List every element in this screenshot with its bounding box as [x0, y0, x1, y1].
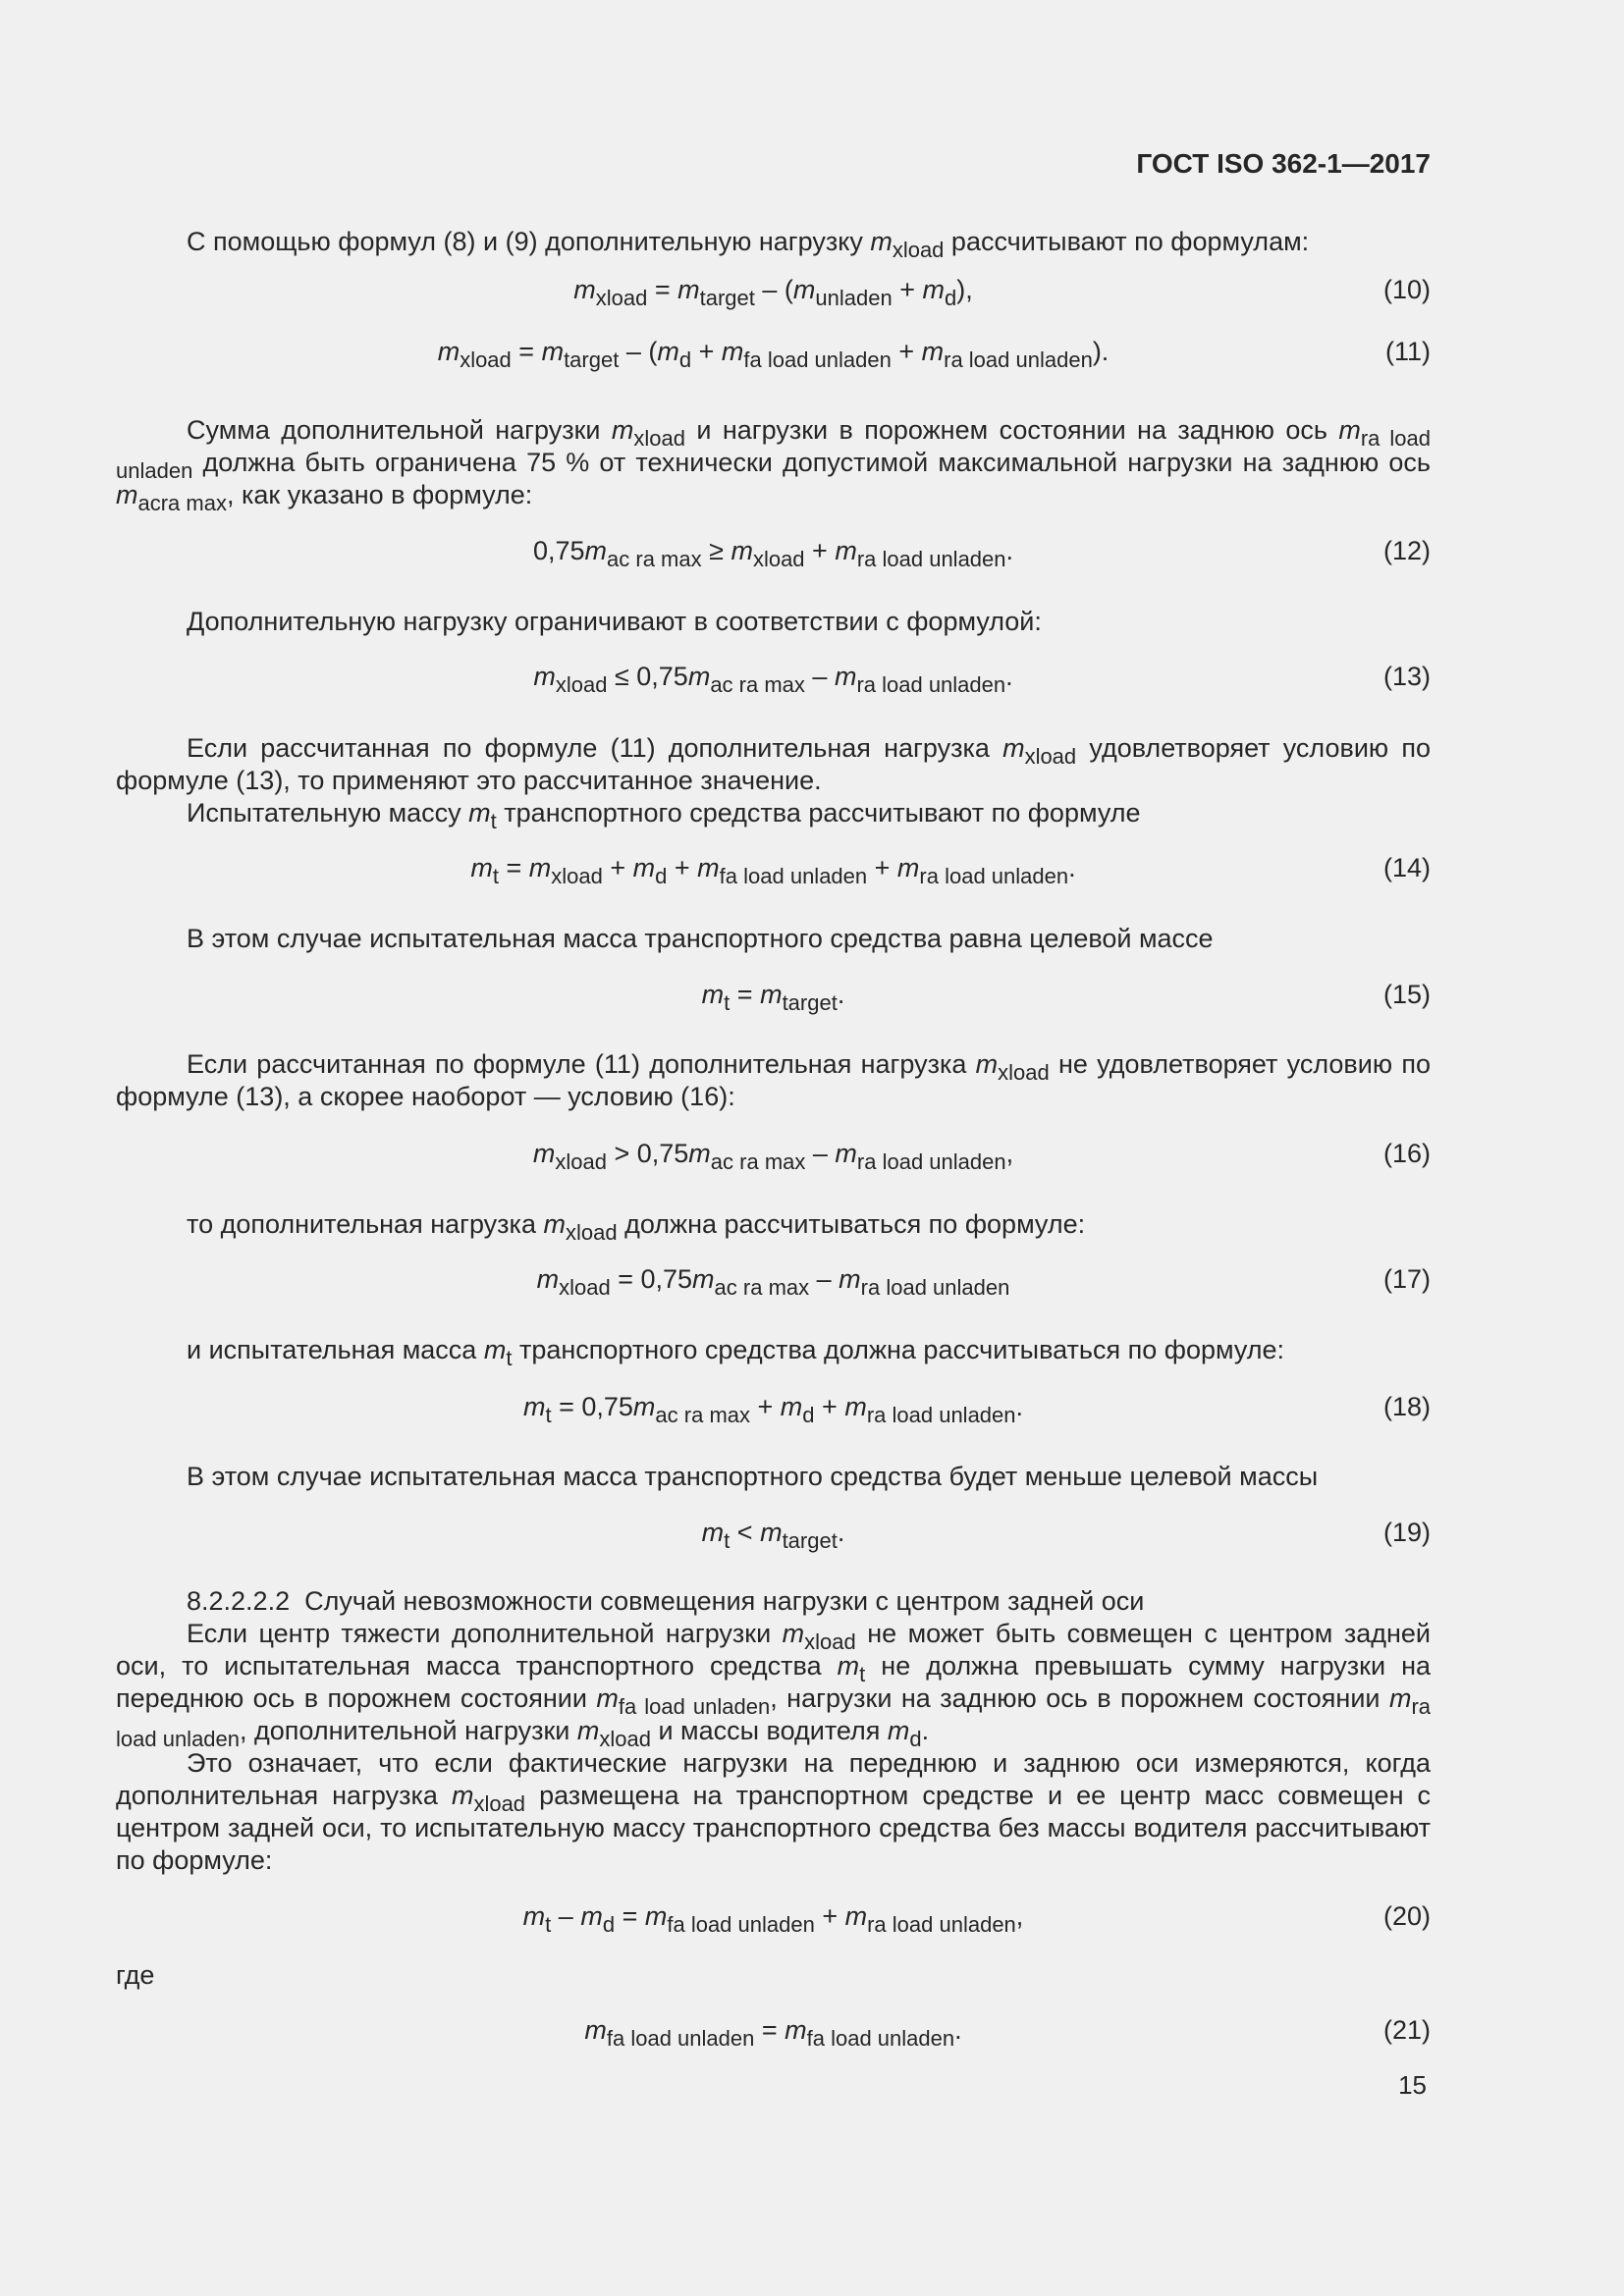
formula-16: $m_{xload} > 0,75m_{ac ra max} - m_{ra load unladen}$, (16): [532, 1139, 1431, 1174]
formula-number: (14): [1382, 853, 1431, 882]
formula-number: (20): [1382, 1901, 1431, 1931]
page-number: 15: [1398, 2070, 1427, 2100]
paragraph-6: В этом случае испытательная масса транспортного средства равна целевой массе: [187, 924, 1214, 953]
formula-15: $m_t = m_{target}$. (15): [701, 980, 1431, 1015]
paragraph-1: С помощью формул (8) и (9) дополнительную нагрузку $m_{xload}$ рассчитывают по формулам:: [187, 227, 1310, 262]
section-8-2-2-2-2: 8.2.2.2.2 Случай невозможности совмещения нагрузки с центром задней оси Если центр тяжести дополнительной нагрузки $m_{xload}$ не может быть совмещен с центром задней оси, то испытательная масса транспортного средства $m_t$ не должна превышать сумму нагрузки на переднюю ось в порожнем состоянии $m_{fa load unladen}$, нагрузки на заднюю ось в порожнем состоянии $m_{ra load unladen}$, дополнительной нагрузки $m_{xload}$ и массы водителя $m_d$. Это означает, что если фактические нагрузки на переднюю и заднюю оси измеряются, когда дополнительная нагрузка $m_{xload}$ размещена на транспортном средстве и ее центр масс совмещен с центром задней оси, то испытательную массу транспортного средства без массы водителя рассчитывают по формуле:: [116, 1586, 1432, 1875]
formula-number: (19): [1382, 1518, 1431, 1547]
document-header: ГОСТ ISO 362-1—2017: [1136, 148, 1431, 179]
formula-17: $m_{xload} = 0,75m_{ac ra max} - m_{ra load unladen}$ (17): [536, 1264, 1431, 1300]
paragraph-10: В этом случае испытательная масса транспортного средства будет меньше целевой массы: [187, 1462, 1319, 1491]
paragraph-9: и испытательная масса $m_t$ транспортного средства должна рассчитываться по формуле:: [187, 1335, 1285, 1370]
formula-10: $m_{xload} = m_{target} - (m_{unladen} + m_d)$, (10): [573, 275, 1431, 310]
formula-11: $m_{xload} = m_{target} - (m_d + m_{fa load unladen} + m_{ra load unladen})$. (11): [437, 337, 1431, 372]
formula-number: (10): [1382, 275, 1431, 304]
formula-20: $m_t - m_d = m_{fa load unladen} + m_{ra load unladen}$, (20): [522, 1901, 1431, 1937]
formula-number: (18): [1382, 1392, 1431, 1421]
formula-number: (16): [1382, 1139, 1431, 1168]
formula-14: $m_t = m_{xload} + m_d + m_{fa load unladen} + m_{ra load unladen}$. (14): [470, 853, 1431, 888]
formula-number: (17): [1382, 1264, 1431, 1294]
where-label: где: [116, 1960, 155, 1990]
formula-number: (13): [1382, 662, 1431, 691]
formula-number: (12): [1382, 536, 1431, 565]
formula-18: $m_t = 0,75m_{ac ra max} + m_d + m_{ra load unladen}$. (18): [522, 1392, 1431, 1427]
formula-12: $0,75m_{ac ra max} \ge m_{xload} + m_{ra load unladen}$. (12): [532, 536, 1431, 571]
paragraph-7: Если рассчитанная по формуле (11) дополнительная нагрузка $m_{xload}$ не удовлетворяет условию по формуле (13), а скорее наоборот — условию (16):: [116, 1049, 1432, 1111]
formula-number: (15): [1382, 980, 1431, 1009]
formula-13: $m_{xload} \le 0,75m_{ac ra max} - m_{ra load unladen}$. (13): [533, 662, 1431, 697]
formula-number: (11): [1384, 337, 1431, 366]
formula-19: $m_t < m_{target}$. (19): [701, 1518, 1431, 1553]
formula-21: $m_{fa load unladen} = m_{fa load unladen}$. (21): [584, 2015, 1431, 2051]
paragraph-2: Сумма дополнительной нагрузки $m_{xload}$ и нагрузки в порожнем состоянии на заднюю ось $m_{ra load unladen}$ должна быть ограничена 75 % от технически допустимой максимальной нагрузки на заднюю ось $m_{acra max}$, как указано в формуле:: [116, 415, 1431, 515]
formula-number: (21): [1382, 2015, 1431, 2045]
section-heading: 8.2.2.2.2 Случай невозможности совмещения нагрузки с центром задней оси: [187, 1586, 1145, 1616]
paragraph-3: Дополнительную нагрузку ограничивают в соответствии с формулой:: [187, 607, 1042, 636]
paragraph-8: то дополнительная нагрузка $m_{xload}$ должна рассчитываться по формуле:: [187, 1209, 1086, 1245]
paragraph-4: Если рассчитанная по формуле (11) дополнительная нагрузка $m_{xload}$ удовлетворяет условию по формуле (13), то применяют это рассчитанное значение. Испытательную массу $m_t$ транспортного средства рассчитывают по формуле: [116, 733, 1431, 833]
